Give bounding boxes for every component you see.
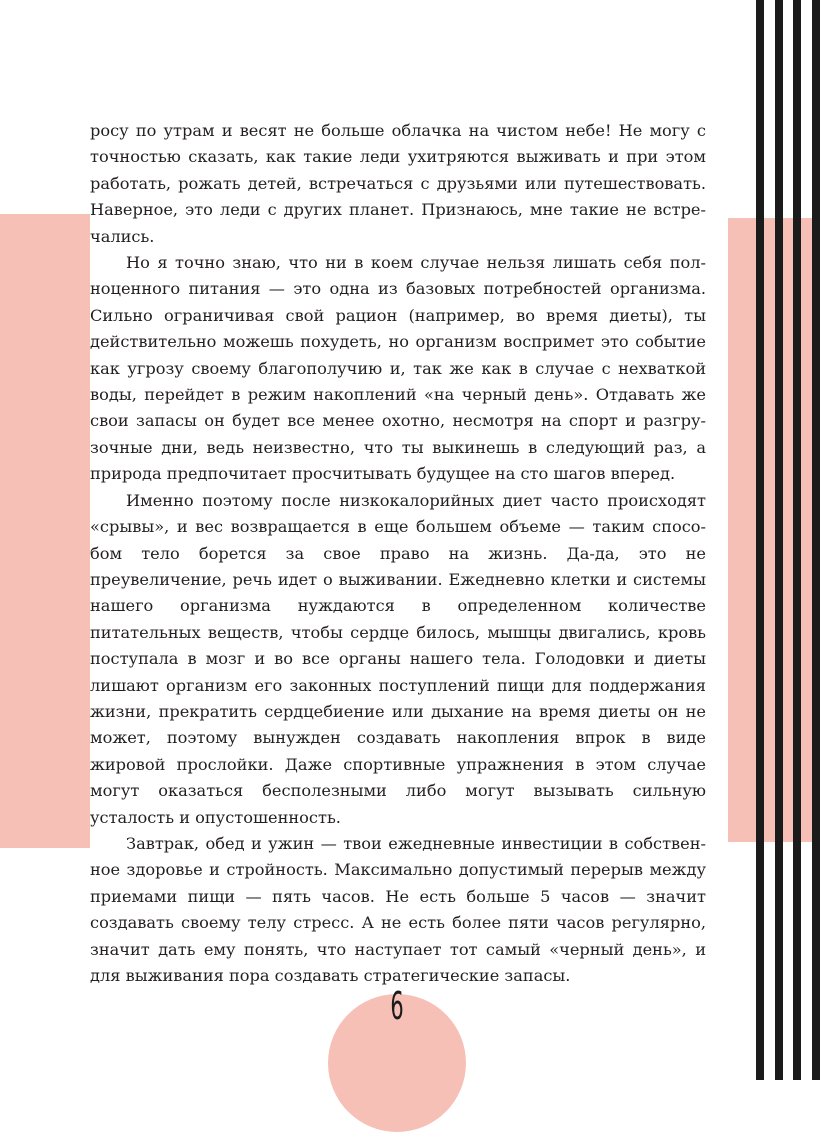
paragraph: Но я точно знаю, что ни в коем случае нельзя лишать себя полноценного питания — это одна из базовых потребностей организма. Сильно ограничивая свой рацион (например, во время диеты), ты действительно можешь похудеть, но организм воспримет это событие как угрозу своему благополучию и, так же как в случае с нехваткой воды, перейдет в режим накоплений «на черный день». Отдавать же свои запасы он будет все менее охотно, несмотря на спорт и разгрузочные дни, ведь неизвестно, что ты выкинешь в следующий раз, а природа предпочитает просчитывать будущее на сто шагов вперед. — [90, 253, 706, 484]
stripe — [756, 0, 764, 1080]
decorative-pink-band-left — [0, 214, 90, 848]
stripe — [812, 0, 820, 1080]
page-number: 6 — [390, 984, 404, 1028]
paragraph: росу по утрам и весят не больше облачка на чистом небе! Не могу с точностью сказать, как такие леди ухитряются выживать и при этом работать, рожать детей, встречаться с друзьями или путешествовать. Наверное, это леди с других планет. Признаюсь, мне такие не встречались. — [90, 121, 706, 246]
decorative-black-stripes — [756, 0, 820, 1080]
body-text — [90, 118, 706, 989]
stripe — [793, 0, 801, 1080]
stripe — [775, 0, 783, 1080]
paragraph: Именно поэтому после низкокалорийных диет часто происходят «срывы», и вес возвращается в еще большем объеме — таким способом тело борется за свое право на жизнь. Да-да, это не преувеличение, речь идет о выживании. Ежедневно клетки и системы нашего организма нуждаются в определенном количестве питательных веществ, чтобы сердце билось, мышцы двигались, кровь поступала в мозг и во все органы нашего тела. Голодовки и диеты лишают организм его законных поступлений пищи для поддержания жизни, прекратить сердцебиение или дыхание на время диеты он не может, поэтому вынужден создавать накопления впрок в виде жировой прослойки. Даже спортивные упражнения в этом случае могут оказаться бесполезными либо могут вызывать сильную усталость и опустошенность. — [90, 490, 706, 827]
paragraph: Завтрак, обед и ужин — твои ежедневные инвестиции в собственное здоровье и стройность. Максимально допустимый перерыв между приемами пищи — пять часов. Не есть больше 5 часов — значит создавать своему телу стресс. А не есть более пяти часов регулярно, значит дать ему понять, что наступает тот самый «черный день», и для выживания пора создавать стратегические запасы. — [90, 833, 706, 985]
